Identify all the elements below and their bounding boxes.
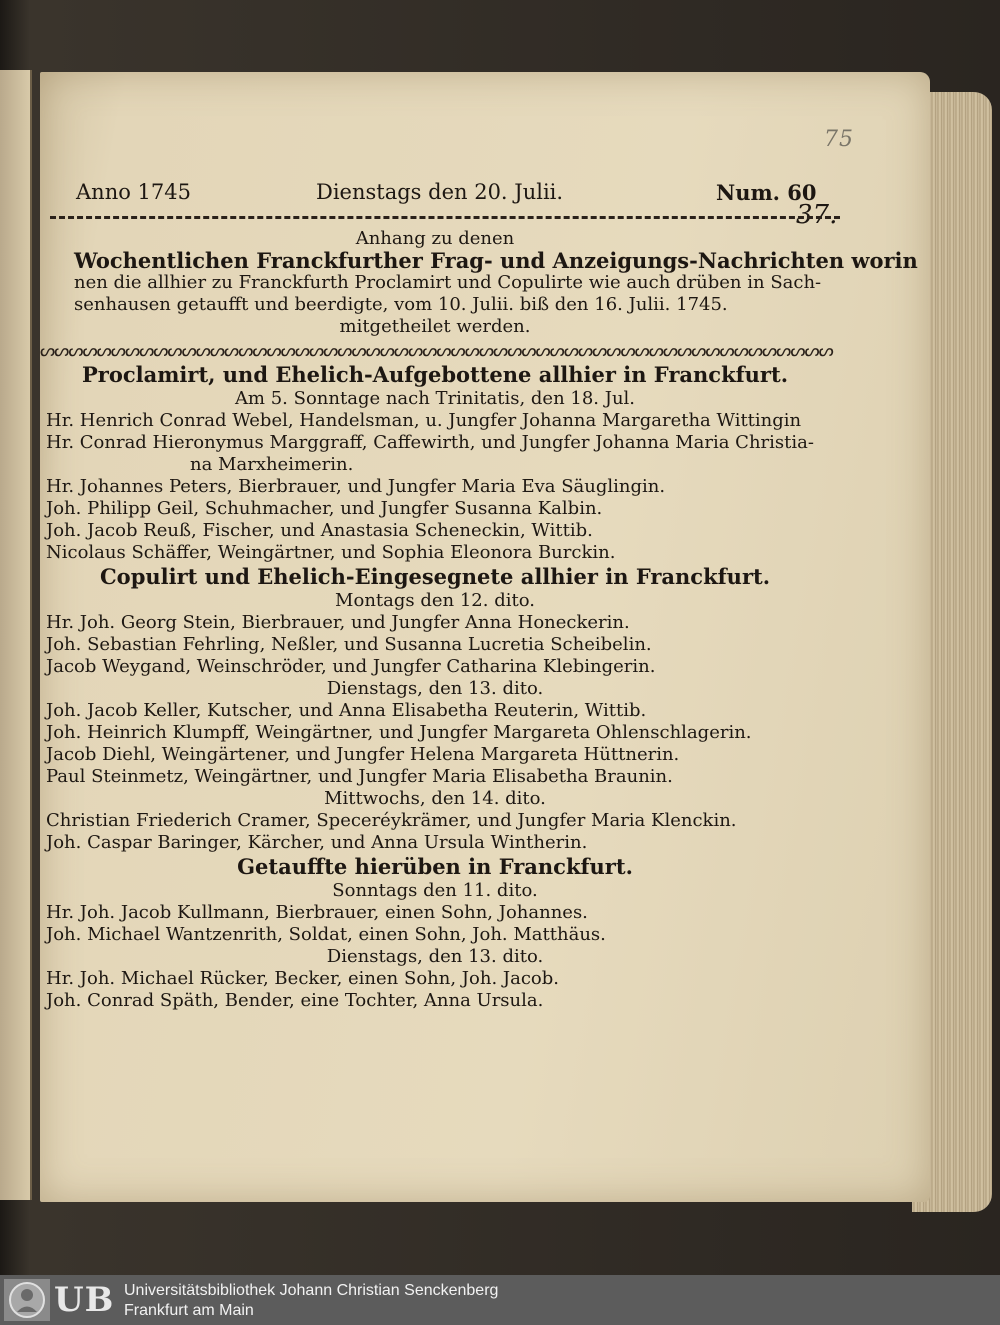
list-item: Joh. Jacob Keller, Kutscher, und Anna Elisabetha Reuterin, Wittib.	[46, 700, 647, 721]
section-title-copulirt: Copulirt und Ehelich-Eingesegnete allhier in Franckfurt.	[99, 564, 771, 589]
header-year: Anno 1745	[76, 180, 191, 204]
newspaper-page	[40, 72, 930, 1202]
section-title-getauffte: Getauffte hierüben in Franckfurt.	[237, 854, 633, 879]
left-page-edge	[0, 70, 32, 1200]
intro-line: mitgetheilet werden.	[339, 316, 531, 337]
list-item: Christian Friederich Cramer, Speceréykrämer, und Jungfer Maria Klenckin.	[46, 810, 737, 831]
day-heading: Am 5. Sonntage nach Trinitatis, den 18. Jul.	[234, 388, 636, 409]
header-issue-number: Num. 60	[716, 180, 817, 205]
list-item: Paul Steinmetz, Weingärtner, und Jungfer Maria Elisabetha Braunin.	[46, 766, 673, 787]
institution-line-2: Frankfurt am Main	[124, 1302, 254, 1319]
handwritten-number: 37.	[796, 200, 838, 230]
day-heading: Sonntags den 11. dito.	[332, 880, 538, 901]
list-item: Hr. Henrich Conrad Webel, Handelsman, u. Jungfer Johanna Margaretha Wittingin	[46, 410, 802, 431]
library-seal-icon	[4, 1279, 50, 1321]
list-item-continuation: na Marxheimerin.	[190, 454, 354, 475]
intro-line: senhausen getaufft und beerdigte, vom 10. Julii. biß den 16. Julii. 1745.	[74, 294, 728, 315]
section-title-proclamirt: Proclamirt, und Ehelich-Aufgebottene allhier in Franckfurt.	[81, 362, 789, 387]
day-heading: Mittwochs, den 14. dito.	[324, 788, 546, 809]
intro-line: Anhang zu denen	[355, 228, 515, 249]
list-item: Joh. Sebastian Fehrling, Neßler, und Susanna Lucretia Scheibelin.	[46, 634, 652, 655]
header-rule	[50, 216, 840, 219]
day-heading: Dienstags, den 13. dito.	[326, 946, 544, 967]
list-item: Nicolaus Schäffer, Weingärtner, und Sophia Eleonora Burckin.	[46, 542, 616, 563]
list-item: Hr. Joh. Michael Rücker, Becker, einen Sohn, Joh. Jacob.	[46, 968, 559, 989]
day-heading: Montags den 12. dito.	[335, 590, 535, 611]
list-item: Hr. Conrad Hieronymus Marggraff, Caffewirth, und Jungfer Johanna Maria Christia-	[46, 432, 814, 453]
library-footer-bar	[0, 1275, 1000, 1325]
intro-line: nen die allhier zu Franckfurth Proclamirt und Copulirte wie auch drüben in Sach-	[74, 272, 822, 293]
list-item: Hr. Joh. Georg Stein, Bierbrauer, und Jungfer Anna Honeckerin.	[46, 612, 630, 633]
list-item: Hr. Joh. Jacob Kullmann, Bierbrauer, einen Sohn, Johannes.	[46, 902, 588, 923]
logo-text: UB	[54, 1280, 115, 1320]
library-logo[interactable]	[4, 1279, 116, 1321]
pencil-annotation: 75	[824, 127, 854, 152]
institution-name	[124, 1281, 498, 1321]
page-header	[76, 180, 846, 214]
list-item: Jacob Diehl, Weingärtener, und Jungfer Helena Margareta Hüttnerin.	[46, 744, 680, 765]
list-item: Joh. Philipp Geil, Schuhmacher, und Jungfer Susanna Kalbin.	[46, 498, 603, 519]
intro-title: Wochentlichen Franckfurther Frag- und Anzeigungs-Nachrichten worin	[74, 248, 918, 273]
list-item: Joh. Caspar Baringer, Kärcher, und Anna Ursula Wintherin.	[46, 832, 588, 853]
page-body	[40, 228, 918, 1012]
list-item: Hr. Johannes Peters, Bierbrauer, und Jungfer Maria Eva Säuglingin.	[46, 476, 666, 497]
list-item: Joh. Jacob Reuß, Fischer, und Anastasia Scheneckin, Wittib.	[46, 520, 593, 541]
header-date: Dienstags den 20. Julii.	[316, 180, 564, 204]
institution-line-1: Universitätsbibliothek Johann Christian Senckenberg	[124, 1282, 499, 1299]
day-heading: Dienstags, den 13. dito.	[326, 678, 544, 699]
list-item: Joh. Heinrich Klumpff, Weingärtner, und Jungfer Margareta Ohlenschlagerin.	[46, 722, 752, 743]
list-item: Joh. Michael Wantzenrith, Soldat, einen Sohn, Joh. Matthäus.	[46, 924, 606, 945]
ornament-divider: ᔕᔕᔕᔕᔕᔕᔕᔕᔕᔕᔕᔕᔕᔕᔕᔕᔕᔕᔕᔕᔕᔕᔕᔕᔕᔕᔕᔕᔕᔕᔕᔕᔕᔕᔕᔕᔕᔕᔕᔕᔕᔕᔕᔕᔕᔕᔕᔕᔕᔕᔕᔕᔕᔕᔕᔕ	[40, 341, 833, 361]
list-item: Joh. Conrad Späth, Bender, eine Tochter, Anna Ursula.	[46, 990, 544, 1011]
list-item: Jacob Weygand, Weinschröder, und Jungfer Catharina Klebingerin.	[46, 656, 656, 677]
